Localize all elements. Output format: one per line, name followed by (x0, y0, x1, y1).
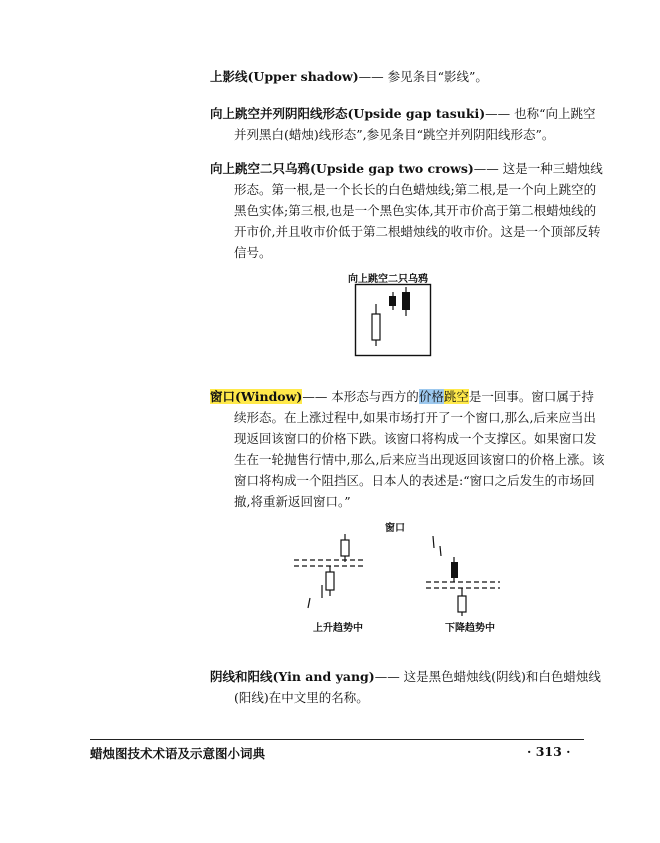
figure2-right-caption: 下降趋势中 (445, 623, 495, 634)
entry-body: —— 这是黑色蜡烛线(阴线)和白色蜡烛线(阳线)在中文里的名称。 (234, 669, 601, 705)
candle-right-low-body (458, 596, 466, 612)
entry-body-cont: 是一回事。窗口属于持续形态。在上涨过程中,如果市场打开了一个窗口,那么,后来应当出现返回该窗口的价格下跌。该窗口将构成一个支撑区。如果窗口发生在一轮抛售行情中,那么,后来应当出现返回该窗口的价格上涨。该窗口将构成一个阻挡区。日本人的表述是:“窗口之后发生的市场回撤,将重新返回窗口。” (234, 389, 605, 509)
highlight-yellow: 跳空 (443, 389, 469, 404)
entry-term: 阴线和阳线(Yin and yang) (210, 669, 375, 684)
candle-black-2-body (402, 292, 410, 310)
entry-term-highlighted: 窗口(Window) (210, 389, 303, 404)
entry-body: —— 也称“向上跳空并列黑白(蜡烛)线形态”,参见条目“跳空并列阴阳线形态”。 (234, 106, 596, 142)
candle-left-high-body (341, 540, 349, 556)
footer-page-number: · 313 · (527, 744, 571, 759)
footer-rule (90, 739, 584, 740)
candle-left-low-body (326, 572, 334, 590)
highlight-blue: 价格 (418, 389, 444, 404)
candle-right-high-body (451, 562, 458, 578)
wick-right-top (433, 536, 434, 548)
figure2-diagram (286, 530, 506, 620)
entry-upside-gap-two-crows (210, 158, 605, 263)
entry-upper-shadow (210, 66, 605, 87)
entry-body: —— 这是一种三蜡烛线形态。第一根,是一个长长的白色蜡烛线;第二根,是一个向上跳空的黑色实体;第三根,也是一个黑色实体,其开市价高于第二根蜡烛线的开市价,并且收市价低于第二根蜡烛线的收市价。这是一个顶部反转信号。 (234, 161, 603, 260)
entry-term: 向上跳空并列阴阳线形态(Upside gap tasuki) (210, 106, 486, 121)
figure2-left-caption: 上升趋势中 (313, 623, 363, 634)
entry-upside-gap-tasuki (210, 103, 605, 145)
candle-white-body (372, 314, 380, 340)
entry-body: —— 参见条目“影线”。 (358, 69, 488, 84)
entry-yin-and-yang (210, 666, 605, 708)
entry-term: 向上跳空二只乌鸦(Upside gap two crows) (210, 161, 474, 176)
wick-left-up (308, 598, 310, 608)
figure1-title: 向上跳空二只乌鸦 (348, 274, 428, 285)
figure2-title: 窗口 (385, 523, 405, 534)
footer-book-title: 蜡烛图技术术语及示意图小词典 (90, 746, 266, 761)
entry-term: 上影线(Upper shadow) (210, 69, 359, 84)
candle-black-1-body (389, 296, 396, 306)
wick-right-second (440, 546, 441, 556)
figure1-diagram (355, 284, 431, 356)
entry-window (210, 386, 605, 512)
entry-body: —— 本形态与西方的 (302, 389, 419, 404)
